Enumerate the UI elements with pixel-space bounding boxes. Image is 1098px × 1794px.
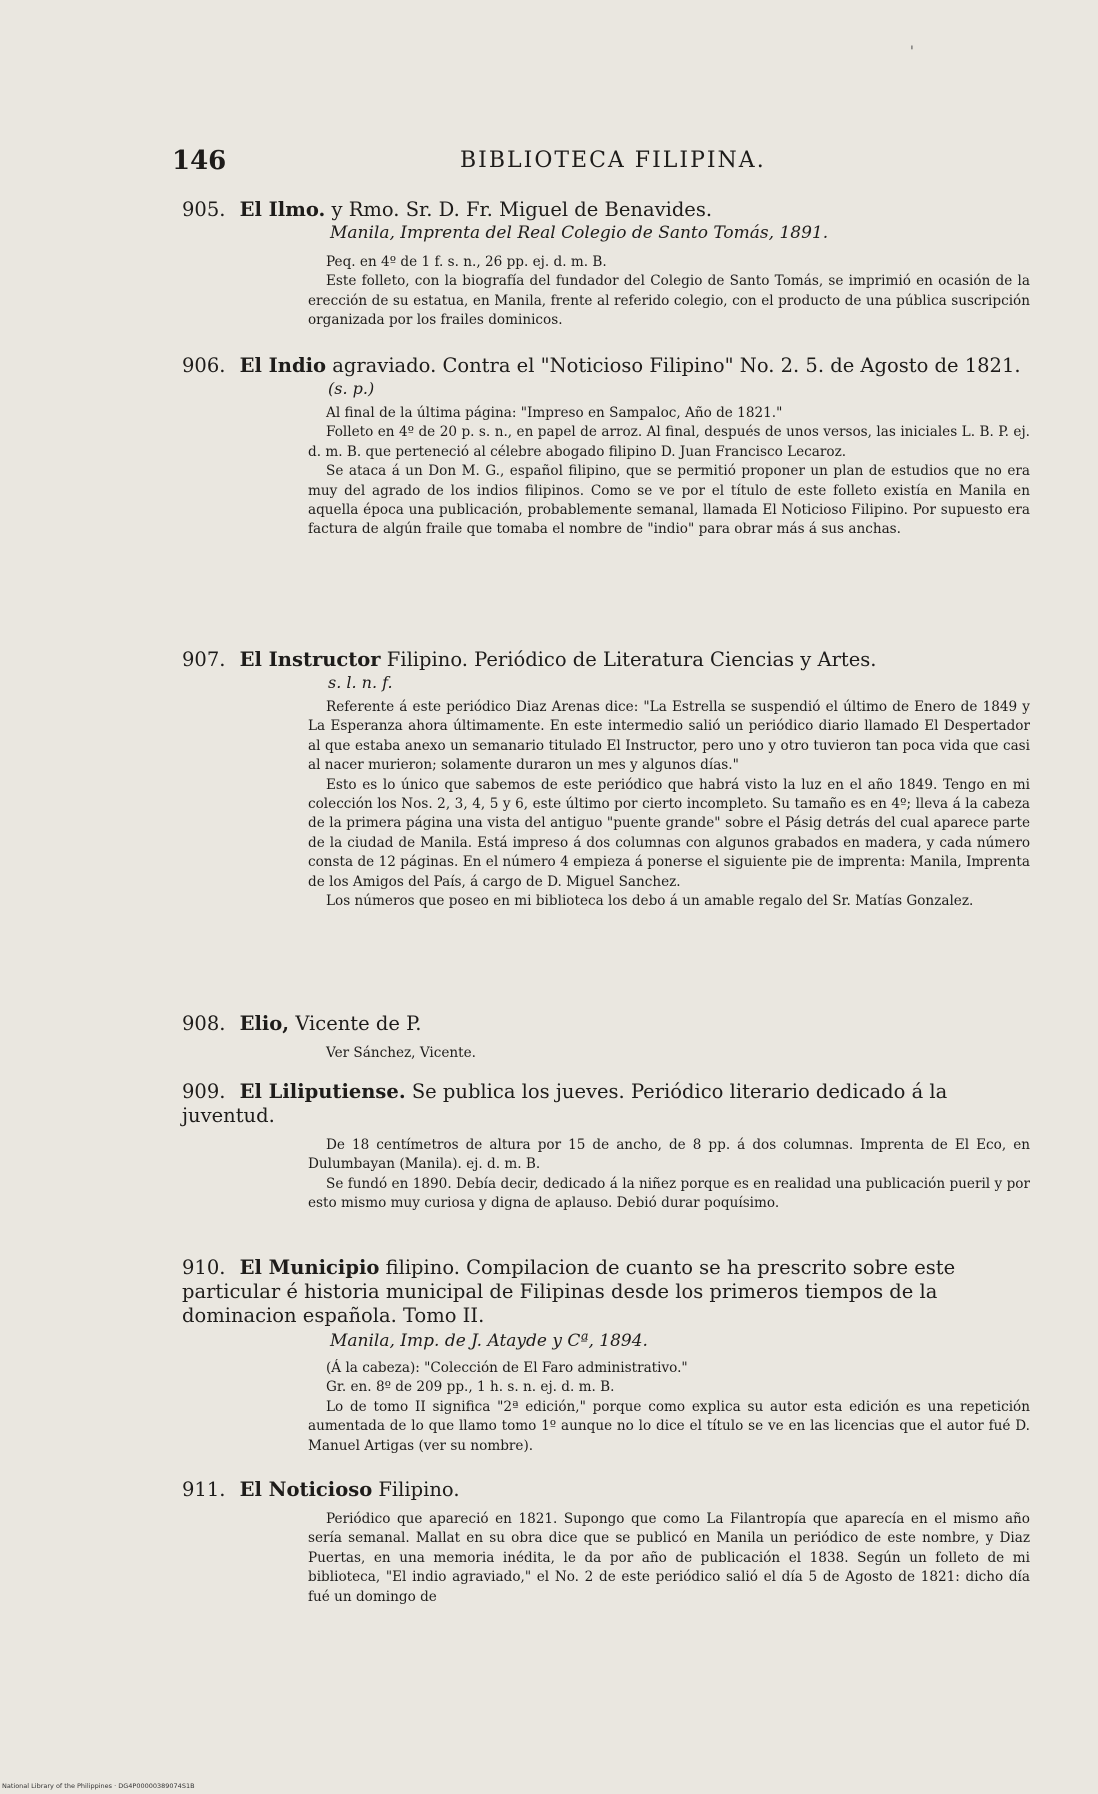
page-number: 146 [172, 146, 227, 176]
entry-note: Peq. en 4º de 1 f. s. n., 26 pp. ej. d. m. B. [326, 254, 607, 270]
entry-number: 906. [182, 354, 226, 377]
entry-number: 907. [182, 648, 226, 671]
entry-911 [182, 1478, 1030, 1607]
entry-heading [182, 1478, 1030, 1502]
entry-note: Al final de la última página: "Impreso en Sampaloc, Año de 1821." [326, 405, 783, 421]
entry-note: Los números que poseo en mi biblioteca los debo á un amable regalo del Sr. Matías Gonzalez. [326, 893, 974, 910]
entry-907 [182, 648, 1030, 911]
running-title: BIBLIOTECA FILIPINA. [460, 148, 766, 173]
entry-imprint: (s. p.) [328, 379, 375, 398]
entry-note: Gr. en. 8º de 209 pp., 1 h. s. n. ej. d. m. B. [326, 1379, 615, 1396]
entry-908 [182, 1012, 1030, 1063]
page-mark: ' [910, 44, 914, 60]
entry-title: agraviado. Contra el "Noticioso Filipino" No. 2. 5. de Agosto de 1821. [332, 354, 1021, 377]
entry-keyword: El Indio [239, 354, 327, 377]
entry-title: Filipino. Periódico de Literatura Ciencias y Artes. [386, 648, 877, 671]
entry-keyword: El Municipio [239, 1256, 380, 1279]
entry-heading [182, 648, 1030, 672]
entry-note: Lo de tomo II significa "2ª edición," porque como explica su autor esta edición es una repetición aumentada de lo que llamo tomo 1º aunque no lo dice el título se ve en las licencias que el autor fué D. Manuel Artigas (ver su nombre). [308, 1398, 1030, 1454]
entry-note: Folleto en 4º de 20 p. s. n., en papel de arroz. Al final, después de unos versos, las iniciales L. B. P. ej. d. m. B. que perteneció al célebre abogado filipino D. Juan Francisco Lecaroz. [308, 424, 1030, 460]
entry-keyword: El Instructor [239, 648, 381, 671]
entry-note: Referente á este periódico Diaz Arenas dice: "La Estrella se suspendió el último de Enero de 1849 y La Esperanza ahora últimamente. En este intermedio salió un periódico diario llamado El Despertador al que estaba anexo un semanario titulado El Instructor, pero uno y otro tuvieron tan poca vida que casi al nacer murieron; solamente duraron un mes y algunos días." [308, 699, 1030, 774]
entry-910 [182, 1256, 1030, 1456]
entry-heading [182, 1256, 1030, 1328]
entry-keyword: Elio, [239, 1012, 290, 1035]
entry-note: (Á la cabeza): "Colección de El Faro administrativo." [326, 1360, 688, 1376]
entry-title: y Rmo. Sr. D. Fr. Miguel de Benavides. [331, 198, 713, 221]
entry-imprint: Manila, Imprenta del Real Colegio de Santo Tomás, 1891. [330, 223, 829, 243]
entry-title: Vicente de P. [295, 1012, 422, 1035]
entry-906 [182, 354, 1030, 540]
entry-number: 911. [182, 1478, 226, 1501]
entry-note: Este folleto, con la biografía del fundador del Colegio de Santo Tomás, se imprimió en ocasión de la erección de su estatua, en Manila, frente al referido colegio, con el producto de una pública suscripción organizada por los frailes dominicos. [308, 273, 1030, 329]
entry-keyword: El Ilmo. [239, 198, 326, 221]
entry-title: Filipino. [378, 1478, 460, 1501]
entry-note: Periódico que apareció en 1821. Supongo que como La Filantropía que aparecía en el mismo año sería semanal. Mallat en su obra dice que se publicó en Manila un periódico de este nombre, y Diaz Puertas, en una memoria inédita, le da por año de publicación el 1838. Según un folleto de mi biblioteca, "El indio agraviado," el No. 2 de este periódico salió el día 5 de Agosto de 1821: dicho día fué un domingo de [308, 1511, 1030, 1605]
entry-909 [182, 1080, 1030, 1214]
entry-note: Se fundó en 1890. Debía decir, dedicado á la niñez porque es en realidad una publicación pueril y por esto mismo muy curiosa y digna de aplauso. Debió durar poquísimo. [308, 1175, 1030, 1212]
entry-note: De 18 centímetros de altura por 15 de ancho, de 8 pp. á dos columnas. Imprenta de El Eco, en Dulumbayan (Manila). ej. d. m. B. [308, 1137, 1030, 1173]
entry-number: 905. [182, 198, 226, 221]
entry-number: 908. [182, 1012, 226, 1035]
entry-imprint: s. l. n. f. [328, 673, 393, 692]
scan-footer: National Library of the Philippines · DG4P00000389074S1B [2, 1782, 195, 1790]
entry-keyword: El Noticioso [239, 1478, 373, 1501]
entry-title: filipino. Compilacion de cuanto se ha prescrito sobre este particular é historia municipal de Filipinas desde los primeros tiempos de la dominacion española. Tomo II. [182, 1256, 956, 1327]
entry-number: 910. [182, 1256, 226, 1279]
entry-heading [182, 198, 1030, 222]
page-header [172, 146, 772, 182]
entry-title: Se publica los jueves. Periódico literario dedicado á la juventud. [182, 1080, 948, 1127]
entry-number: 909. [182, 1080, 226, 1103]
entry-note: Esto es lo único que sabemos de este periódico que habrá visto la luz en el año 1849. Tengo en mi colección los Nos. 2, 3, 4, 5 y 6, este último por cierto incompleto. Su tamaño es en 4º; lleva á la cabeza de la primera página una vista del antiguo "puente grande" sobre el Pásig detrás del cual aparece parte de la ciudad de Manila. Está impreso á dos columnas con algunos grabados en madera, y cada número consta de 12 páginas. En el número 4 empieza á ponerse el siguiente pie de imprenta: Manila, Imprenta de los Amigos del País, á cargo de D. Miguel Sanchez. [308, 776, 1030, 890]
entry-905 [182, 198, 1030, 331]
entry-note: Ver Sánchez, Vicente. [326, 1045, 476, 1061]
entry-imprint: Manila, Imp. de J. Atayde y Cª, 1894. [330, 1331, 648, 1351]
entry-heading [182, 1012, 1030, 1036]
entry-heading [182, 354, 1030, 378]
entry-keyword: El Liliputiense. [239, 1080, 406, 1103]
entry-heading [182, 1080, 1030, 1128]
entry-note: Se ataca á un Don M. G., español filipino, que se permitió proponer un plan de estudios que no era muy del agrado de los indios filipinos. Como se ve por el título de este folleto existía en Manila en aquella época una publicación, probablemente semanal, llamada El Noticioso Filipino. Por supuesto era factura de algún fraile que tomaba el nombre de "indio" para obrar más á sus anchas. [308, 463, 1030, 538]
